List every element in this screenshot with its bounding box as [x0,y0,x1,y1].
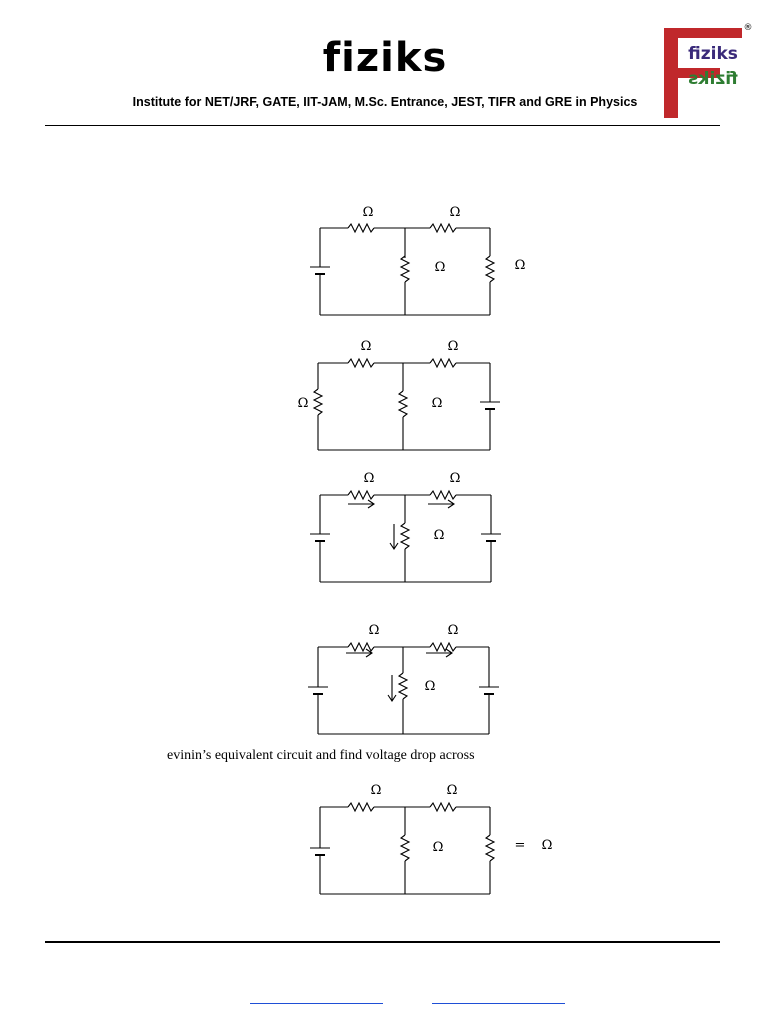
resistor-r1 [348,803,374,811]
resistor-r1 [348,643,374,651]
resistor-r3 [401,835,409,861]
label-rl-equals: = [514,838,526,853]
problem-text: evinin’s equivalent circuit and find voltage drop across [167,748,475,763]
resistor-r3 [399,391,407,417]
current-arrow-i1 [348,500,374,508]
label-r1: Ω [368,623,380,638]
current-arrow-i2 [428,500,454,508]
resistor-r2 [430,491,456,499]
resistor-r2 [430,643,456,651]
fiziks-logo [660,22,755,122]
label-r2: Ω [447,623,459,638]
resistor-r3 [401,523,409,549]
circuit-2 [290,333,550,458]
current-arrow-i1 [346,649,372,657]
circuit-4 [290,617,550,742]
logo-text: fiziks [688,44,738,64]
current-arrow-i3 [388,675,396,701]
resistor-r4 [486,256,494,282]
circuit-5 [290,777,580,902]
label-r1: Ω [360,339,372,354]
circuit-3 [290,465,550,590]
registered-mark: ® [743,23,753,33]
label-r1: Ω [362,205,374,220]
footer-link-email[interactable] [432,989,565,1004]
resistor-r2 [430,224,456,232]
resistor-r-left [314,389,322,415]
circuit-1 [290,198,550,323]
footer-link-website[interactable] [250,989,383,1004]
label-r1: Ω [370,783,382,798]
label-r3: Ω [434,260,446,275]
label-rl: Ω [541,838,553,853]
header-brand: fiziks [322,35,448,81]
resistor-r3 [401,256,409,282]
resistor-r2 [430,359,456,367]
label-r4: Ω [514,258,526,273]
label-r1: Ω [363,471,375,486]
footer-rule [45,941,720,943]
label-r2: Ω [447,339,459,354]
resistor-r2 [430,803,456,811]
current-arrow-i2 [426,649,452,657]
label-r3: Ω [431,396,443,411]
resistor-r1 [348,224,374,232]
resistor-r3 [399,673,407,699]
resistor-rl [486,835,494,861]
logo-mirrored-text: fiziks [688,69,738,89]
label-r3: Ω [424,679,436,694]
resistor-r1 [348,491,374,499]
label-r2: Ω [449,471,461,486]
label-r3: Ω [433,528,445,543]
resistor-r1 [348,359,374,367]
header-tagline: Institute for NET/JRF, GATE, IIT-JAM, M.Sc. Entrance, JEST, TIFR and GRE in Physics [132,95,638,109]
header-rule [45,125,720,126]
label-r-left: Ω [297,396,309,411]
label-r2: Ω [449,205,461,220]
label-r3: Ω [432,840,444,855]
current-arrow-i3 [390,524,398,549]
label-r2: Ω [446,783,458,798]
